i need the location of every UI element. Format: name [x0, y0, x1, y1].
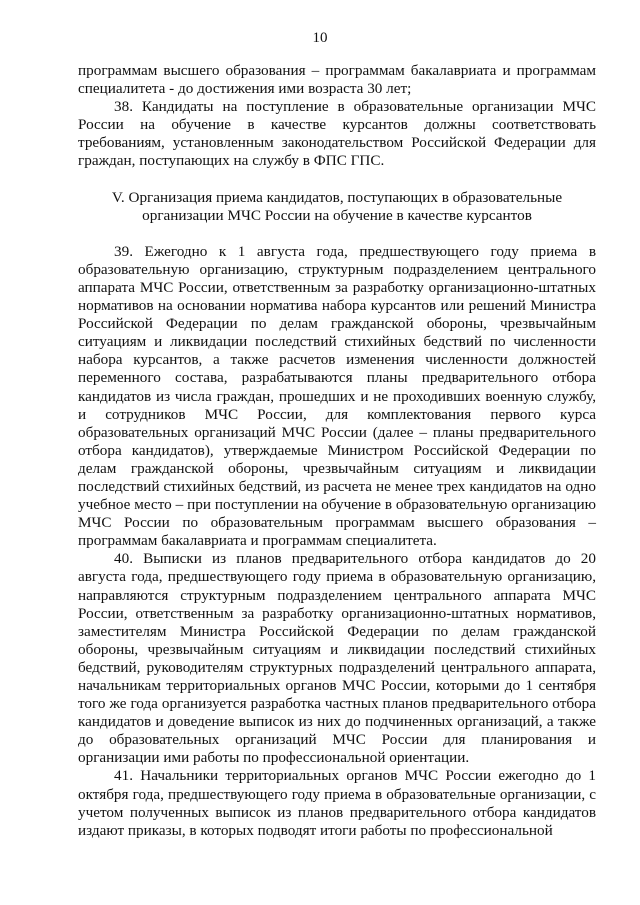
paragraph-40: 40. Выписки из планов предварительного отбора кандидатов до 20 августа года, предшествующего году приема в образовательную организацию, направляются структурным подразделением центрального аппарата МЧС России, ответственным за разработку организационно-штатных нормативов, заместителям Министра Российской Федерации по делам гражданской обороны, чрезвычайным ситуациям и ликвидации последствий стихийных бедствий, руководителям структурных подразделений центрального аппарата, начальникам территориальных органов МЧС России, которыми до 1 сентября того же года организуется разработка частных планов предварительного отбора кандидатов и доведение выписок из них до подчиненных организаций, а также до образовательных организаций МЧС России для планирования и организации ими работы по профессиональной ориентации. [78, 550, 596, 767]
paragraph-continuation: программам высшего образования – программам бакалавриата и программам специалитета - до достижения ими возраста 30 лет; [78, 62, 596, 98]
page-number: 10 [312, 30, 328, 46]
paragraph-38: 38. Кандидаты на поступление в образовательные организации МЧС России на обучение в качестве курсантов должны соответствовать требованиям, установленным законодательством Российской Федерации для граждан, поступающих на службу в ФПС ГПС. [78, 98, 596, 170]
paragraph-41: 41. Начальники территориальных органов МЧС России ежегодно до 1 октября года, предшествующего году приема в образовательные организации, с учетом полученных выписок из планов предварительного отбора кандидатов издают приказы, в которых подводят итоги работы по профессиональной [78, 767, 596, 839]
section-heading: V. Организация приема кандидатов, поступающих в образовательные организации МЧС России на обучение в качестве курсантов [111, 188, 563, 224]
paragraph-39: 39. Ежегодно к 1 августа года, предшествующего году приема в образовательную организацию, структурным подразделением центрального аппарата МЧС России, ответственным за разработку организационно-штатных нормативов на основании норматива набора курсантов или решений Министра Российской Федерации по делам гражданской обороны, чрезвычайным ситуациям и ликвидации последствий стихийных бедствий по численности набора курсантов, а также расчетов изменения численности должностей переменного состава, разрабатываются планы предварительного отбора кандидатов из числа граждан, прошедших и не проходивших военную службу, и сотрудников МЧС России, для комплектования первого курса образовательных организаций МЧС России (далее – планы предварительного отбора кандидатов), утверждаемые Министром Российской Федерации по делам гражданской обороны, чрезвычайным ситуациям и ликвидации последствий стихийных бедствий, из расчета не менее трех кандидатов на одно учебное место – при поступлении на обучение в образовательную организацию МЧС России по образовательным программам высшего образования – программам бакалавриата и программам специалитета. [78, 242, 596, 550]
document-body [78, 62, 596, 840]
